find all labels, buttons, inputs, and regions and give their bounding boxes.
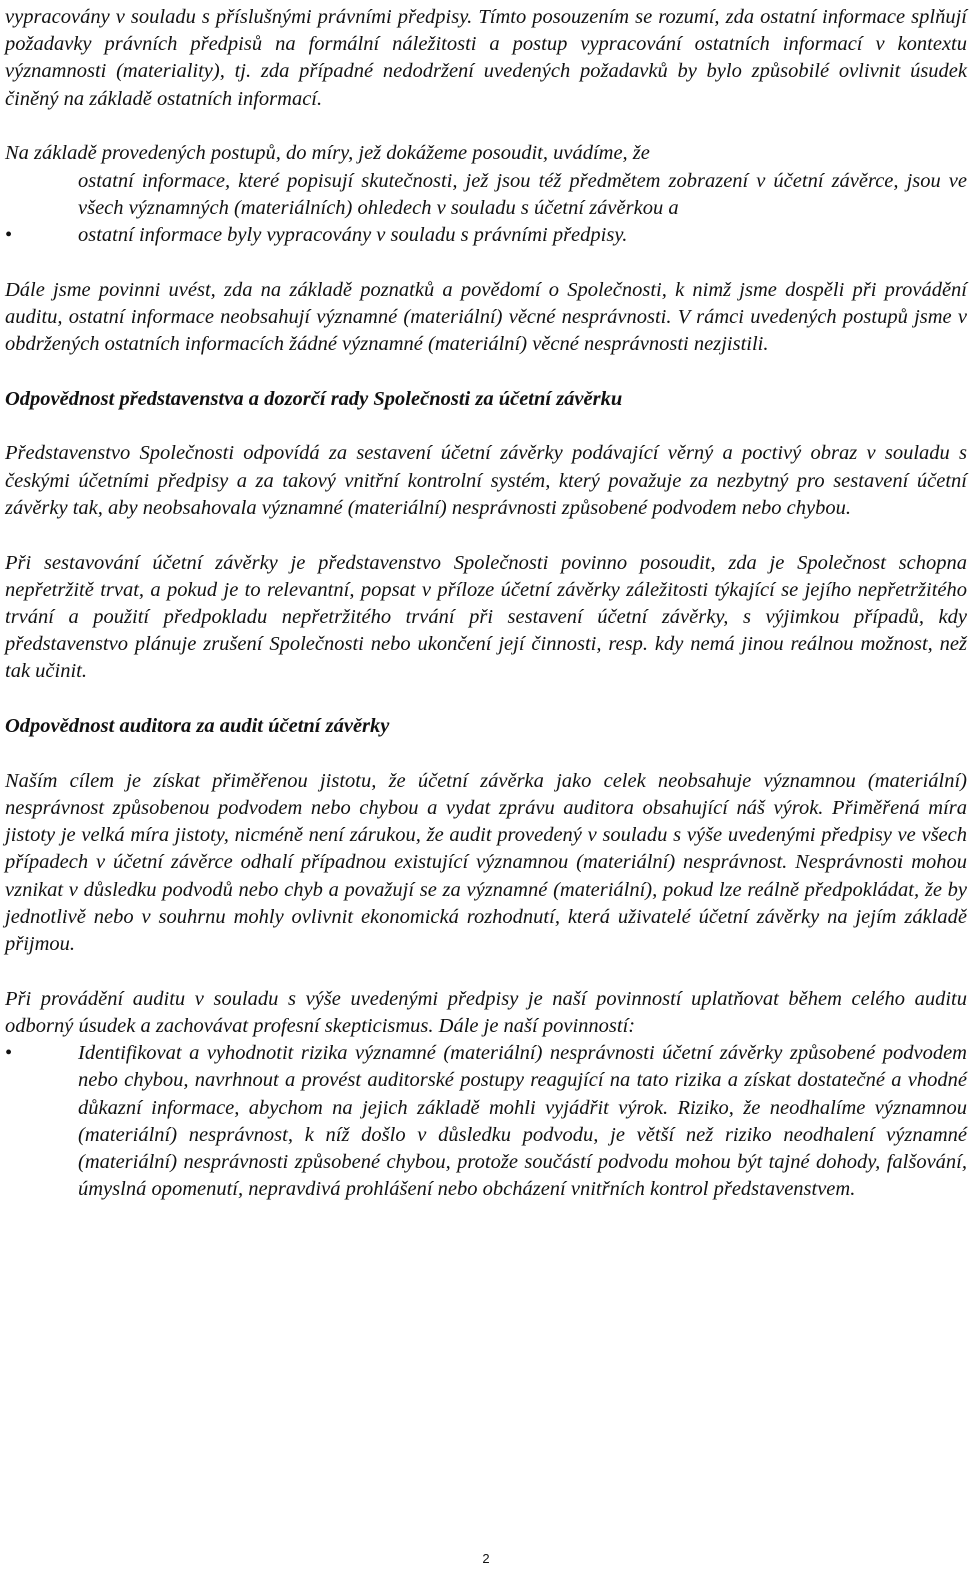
page-number: 2: [482, 1551, 490, 1566]
document-page: [5, 4, 967, 1231]
paragraph-procedures-intro: Na základě provedených postupů, do míry, jež dokážeme posoudit, uvádíme, že: [5, 142, 650, 165]
bullet-list-auditor-duties: [5, 1040, 967, 1203]
paragraph-auditor-duties-intro: Při provádění auditu v souladu s výše uvedenými předpisy je naší povinností uplatňovat během celého auditu odborný úsudek a zachovávat profesní skepticismus. Dále je naší povinností:: [5, 987, 967, 1037]
paragraph-other-information-assessment: vypracovány v souladu s příslušnými právními předpisy. Tímto posouzením se rozumí, zda ostatní informace splňují požadavky právních předpisů na formální náležitosti a postup vypracování ostatních informací v kontextu významnosti (materiality), tj. zda případné nedodržení uvedených požadavků by bylo způsobilé ovlivnit úsudek činěný na základě ostatních informací.: [5, 6, 967, 110]
bullet-marker: •: [5, 223, 13, 246]
list-item: [5, 222, 967, 249]
list-item-text: Identifikovat a vyhodnotit rizika významné (materiální) nesprávnosti účetní závěrky způsobené podvodem nebo chybou, navrhnout a provést auditorské postupy reagující na tato rizika a získat dostatečné a vhodné důkazní informace, abychom na jejich základě mohli vyjádřit výrok. Riziko, že neodhalíme významnou (materiální) nesprávnost, k níž došlo v důsledku podvodu, je větší než riziko neodhalení významné (materiální) nesprávnosti způsobené chybou, protože součástí podvodu mohou být tajné dohody, falšování, úmyslná opomenutí, nepravdivá prohlášení nebo obcházení vnitřních kontrol představenstvem.: [78, 1042, 967, 1201]
paragraph-misstatement-statement: Dále jsme povinni uvést, zda na základě poznatků a povědomí o Společnosti, k nimž jsme dospěli při provádění auditu, ostatní informace neobsahují významné (materiální) věcné nesprávnosti. V rámci uvedených postupů jsme v obdržených ostatních informacích žádné významné (materiální) věcné nesprávnosti nezjistili.: [5, 278, 967, 356]
list-item-text: ostatní informace byly vypracovány v souladu s právními předpisy.: [78, 223, 628, 246]
bullet-marker: •: [5, 1042, 13, 1065]
list-item-text: ostatní informace, které popisují skutečnosti, jež jsou též předmětem zobrazení v účetní závěrce, jsou ve všech významných (materiálních) ohledech v souladu s účetní závěrkou a: [78, 169, 967, 219]
paragraph-board-responsibility: Představenstvo Společnosti odpovídá za sestavení účetní závěrky podávající věrný a poctivý obraz v souladu s českými účetními předpisy a za takový vnitřní kontrolní systém, který považuje za nezbytný pro sestavení účetní závěrky tak, aby neobsahovala významné (materiální) nesprávnosti způsobené podvodem nebo chybou.: [5, 442, 967, 519]
bullet-list-conclusions: [5, 168, 967, 250]
list-item: [5, 168, 967, 222]
paragraph-audit-objective: Naším cílem je získat přiměřenou jistotu, že účetní závěrka jako celek neobsahuje významnou (materiální) nesprávnost způsobenou podvodem nebo chybou a vydat zprávu auditora obsahující náš výrok. Přiměřená míra jistoty je velká míra jistoty, nicméně není zárukou, že audit provedený v souladu s výše uvedenými předpisy ve všech případech v účetní závěrce odhalí případnou existující významnou (materiální) nesprávnost. Nesprávnosti mohou vznikat v důsledku podvodů nebo chyb a považují se za významné (materiální), pokud lze reálně předpokládat, že by jednotlivě nebo v souhrnu mohly ovlivnit ekonomická rozhodnutí, která uživatelé účetní závěrky na jejím základě přijmou.: [5, 769, 967, 955]
paragraph-going-concern: Při sestavování účetní závěrky je představenstvo Společnosti povinno posoudit, zda je Společnost schopna nepřetržitě trvat, a pokud je to relevantní, popsat v příloze účetní závěrky záležitosti týkající se jejího nepřetržitého trvání a použití předpokladu nepřetržitého trvání při sestavení účetní závěrky, s výjimkou případů, kdy představenstvo plánuje zrušení Společnosti nebo ukončení její činnosti, resp. kdy nemá jinou reálnou možnost, než tak učinit.: [5, 551, 967, 683]
section-heading-board-responsibility: Odpovědnost představenstva a dozorčí rady Společnosti za účetní závěrku: [5, 387, 623, 410]
list-item: [5, 1040, 967, 1203]
section-heading-auditor-responsibility: Odpovědnost auditora za audit účetní závěrky: [5, 715, 390, 738]
